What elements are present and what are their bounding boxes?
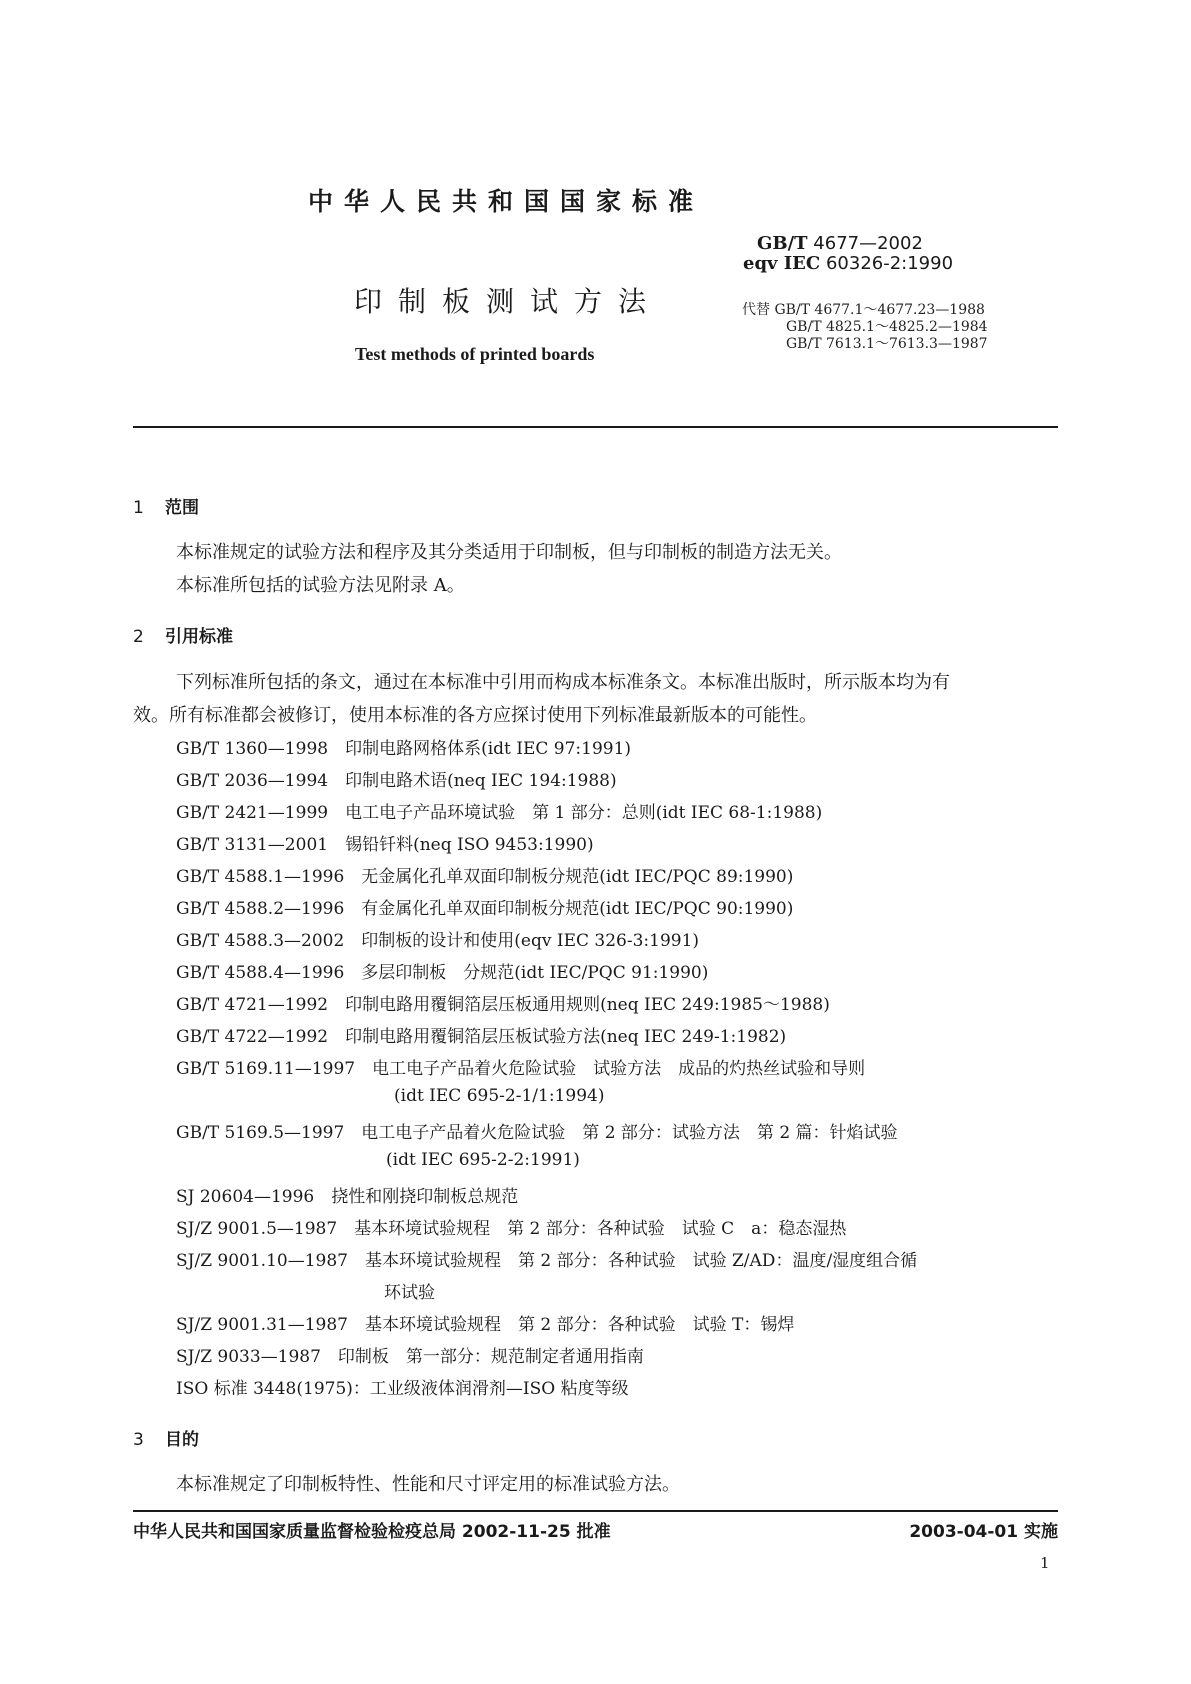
reference-item-continued: 环试验 [384, 1283, 435, 1303]
footer-divider [133, 1510, 1058, 1512]
approval-statement: 中华人民共和国国家质量监督检验检疫总局 2002-11-25 批准 [133, 1522, 611, 1542]
standard-code-number: 4677—2002 [807, 233, 923, 254]
reference-item: SJ/Z 9001.10—1987 基本环境试验规程 第 2 部分：各种试验 试验 Z/AD：温度/湿度组合循 [176, 1251, 918, 1271]
section-title: 目的 [165, 1430, 199, 1450]
section-heading [133, 622, 233, 647]
section-number: 2 [133, 627, 144, 647]
equivalent-number: 60326-2:1990 [820, 253, 954, 274]
section-title: 引用标准 [165, 627, 233, 647]
section-number: 3 [133, 1430, 144, 1450]
reference-item: SJ 20604—1996 挠性和刚挠印制板总规范 [176, 1187, 519, 1207]
reference-item: GB/T 4588.4—1996 多层印制板 分规范(idt IEC/PQC 91:1990) [176, 963, 709, 983]
section-heading [133, 1425, 199, 1450]
paragraph: 效。所有标准都会被修订，使用本标准的各方应探讨使用下列标准最新版本的可能性。 [133, 705, 817, 726]
replaces-line: GB/T 7613.1～7613.3—1987 [786, 336, 988, 352]
reference-item: GB/T 1360—1998 印制电路网格体系(idt IEC 97:1991) [176, 739, 632, 759]
reference-item: GB/T 2421—1999 电工电子产品环境试验 第 1 部分：总则(idt IEC 68-1:1988) [176, 803, 823, 823]
paragraph: 下列标准所包括的条文，通过在本标准中引用而构成本标准条文。本标准出版时，所示版本均为有 [176, 672, 950, 693]
reference-item: GB/T 5169.5—1997 电工电子产品着火危险试验 第 2 部分：试验方法 第 2 篇：针焰试验 [176, 1123, 898, 1143]
reference-item: SJ/Z 9033—1987 印制板 第一部分：规范制定者通用指南 [176, 1347, 644, 1367]
paragraph: 本标准所包括的试验方法见附录 A。 [176, 575, 465, 596]
reference-item-continued: (idt IEC 695-2-2:1991) [386, 1150, 580, 1170]
equivalent-standard [743, 253, 953, 274]
reference-item: SJ/Z 9001.31—1987 基本环境试验规程 第 2 部分：各种试验 试验 T：锡焊 [176, 1315, 795, 1335]
paragraph: 本标准规定了印制板特性、性能和尺寸评定用的标准试验方法。 [176, 1474, 680, 1495]
reference-item: SJ/Z 9001.5—1987 基本环境试验规程 第 2 部分：各种试验 试验 C a：稳态湿热 [176, 1219, 847, 1239]
implementation-date: 2003-04-01 实施 [909, 1522, 1058, 1542]
document-title: 印制板测试方法 [354, 285, 663, 318]
page-number: 1 [1040, 1554, 1050, 1572]
reference-item: GB/T 3131—2001 锡铅钎料(neq ISO 9453:1990) [176, 835, 594, 855]
reference-item: GB/T 5169.11—1997 电工电子产品着火危险试验 试验方法 成品的灼热丝试验和导则 [176, 1059, 866, 1079]
reference-item: GB/T 4588.1—1996 无金属化孔单双面印制板分规范(idt IEC/PQC 89:1990) [176, 867, 794, 887]
equivalent-prefix: eqv IEC [743, 253, 821, 274]
reference-item: GB/T 4588.2—1996 有金属化孔单双面印制板分规范(idt IEC/PQC 90:1990) [176, 899, 794, 919]
header-divider [133, 426, 1058, 428]
document-title-english: Test methods of printed boards [355, 344, 595, 364]
replaces-line: 代替 GB/T 4677.1～4677.23—1988 [742, 302, 985, 318]
reference-item: GB/T 2036—1994 印制电路术语(neq IEC 194:1988) [176, 771, 617, 791]
section-heading [133, 493, 199, 518]
standard-code-prefix: GB/T [757, 233, 808, 254]
reference-item: ISO 标准 3448(1975)：工业级液体润滑剂—ISO 粘度等级 [176, 1379, 629, 1399]
reference-item: GB/T 4588.3—2002 印制板的设计和使用(eqv IEC 326-3:1991) [176, 931, 700, 951]
reference-item: GB/T 4722—1992 印制电路用覆铜箔层压板试验方法(neq IEC 249-1:1982) [176, 1027, 787, 1047]
reference-item-continued: (idt IEC 695-2-1/1:1994) [394, 1086, 605, 1106]
section-title: 范围 [165, 498, 199, 518]
standard-code [757, 233, 923, 254]
reference-item: GB/T 4721—1992 印制电路用覆铜箔层压板通用规则(neq IEC 249:1985～1988) [176, 995, 830, 1015]
section-number: 1 [133, 498, 144, 518]
replaces-line: GB/T 4825.1～4825.2—1984 [786, 319, 988, 335]
country-standard-heading: 中华人民共和国国家标准 [308, 187, 705, 216]
paragraph: 本标准规定的试验方法和程序及其分类适用于印制板，但与印制板的制造方法无关。 [176, 542, 842, 563]
